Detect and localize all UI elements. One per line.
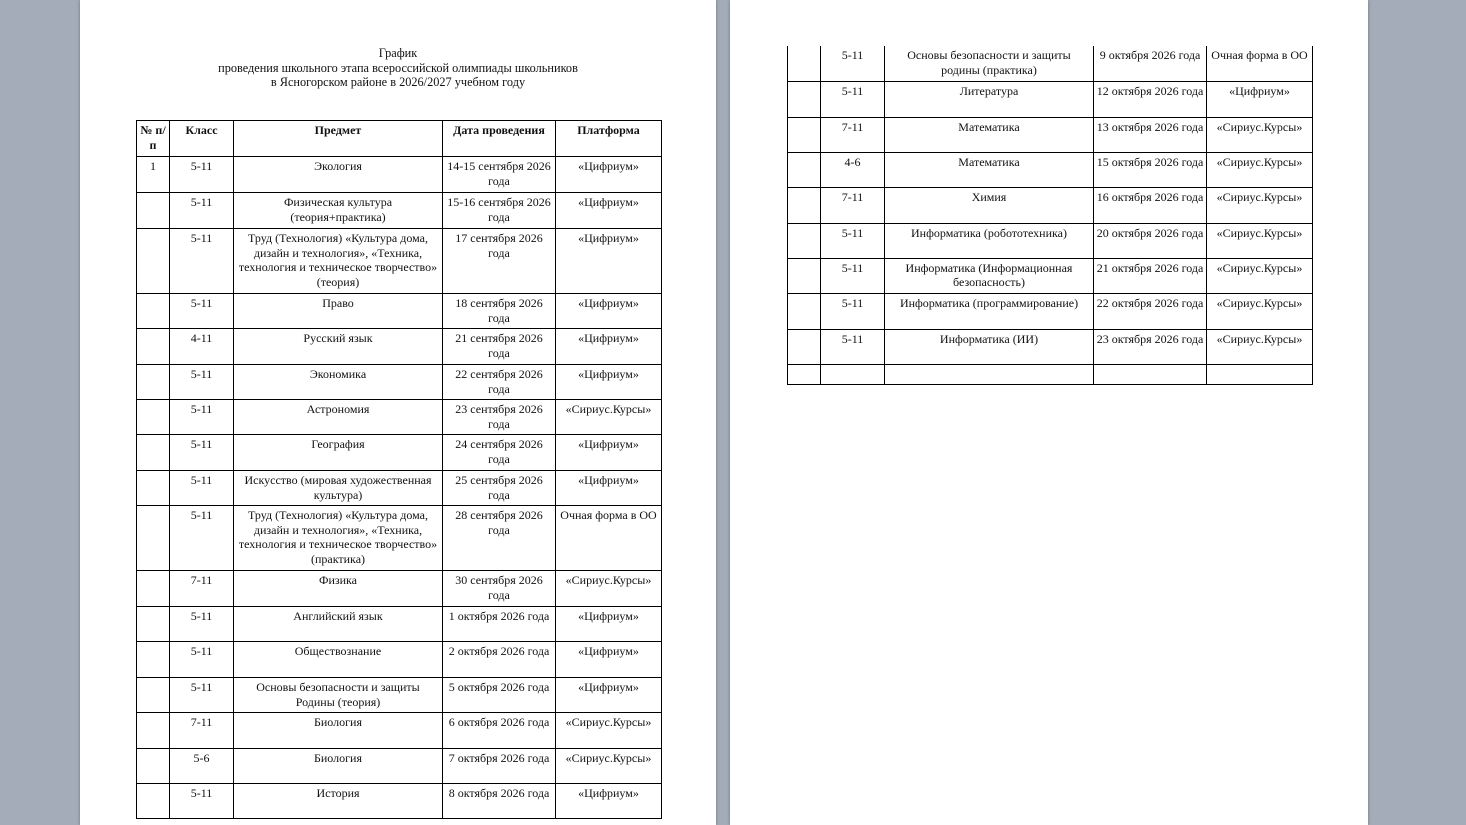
cell-date: 23 сентября 2026 года: [443, 400, 556, 435]
cell-subject: Информатика (программирование): [885, 293, 1094, 329]
table-row: [137, 642, 662, 678]
cell-number: [137, 294, 170, 329]
table-row: [137, 229, 662, 294]
cell-subject: Основы безопасности и защиты Родины (теория): [234, 678, 443, 713]
table-row: [137, 749, 662, 784]
cell-subject: Русский язык: [234, 329, 443, 365]
cell-number: [137, 749, 170, 784]
cell-subject: История: [234, 784, 443, 819]
cell-subject: Математика: [885, 152, 1094, 187]
cell-subject: Обществознание: [234, 642, 443, 678]
cell-number: [137, 193, 170, 229]
table-row: [788, 223, 1313, 258]
cell-date: 22 сентября 2026 года: [443, 365, 556, 400]
cell-date: 8 октября 2026 года: [443, 784, 556, 819]
cell-date: 16 октября 2026 года: [1094, 187, 1207, 223]
table-row: [788, 46, 1313, 81]
cell-subject: Английский язык: [234, 607, 443, 642]
cell-subject: География: [234, 435, 443, 471]
cell-platform: [1207, 364, 1313, 384]
document-page-1: [80, 0, 716, 825]
cell-class: 5-11: [170, 157, 234, 193]
schedule-table: [136, 120, 662, 819]
table-row: [137, 607, 662, 642]
header-subject: Предмет: [234, 121, 443, 157]
table-row: [137, 784, 662, 819]
cell-platform: «Сириус.Курсы»: [1207, 117, 1313, 152]
cell-subject: Искусство (мировая художественная культура): [234, 471, 443, 506]
cell-platform: «Сириус.Курсы»: [556, 400, 662, 435]
cell-date: 6 октября 2026 года: [443, 713, 556, 749]
cell-number: [788, 46, 821, 81]
cell-platform: «Сириус.Курсы»: [1207, 223, 1313, 258]
cell-platform: «Цифриум»: [556, 607, 662, 642]
cell-date: 9 октября 2026 года: [1094, 46, 1207, 81]
cell-date: 15-16 сентября 2026 года: [443, 193, 556, 229]
table-row: [788, 258, 1313, 293]
cell-number: [788, 329, 821, 364]
cell-platform: «Цифриум»: [556, 435, 662, 471]
cell-class: 5-11: [170, 471, 234, 506]
cell-platform: «Цифриум»: [1207, 81, 1313, 117]
cell-class: 7-11: [821, 187, 885, 223]
cell-class: 5-11: [170, 607, 234, 642]
cell-number: [137, 435, 170, 471]
cell-subject: Экология: [234, 157, 443, 193]
cell-number: [788, 117, 821, 152]
title-line: проведения школьного этапа всероссийской олимпиады школьников: [218, 60, 578, 75]
table-row: [788, 117, 1313, 152]
cell-platform: «Цифриум»: [556, 642, 662, 678]
cell-class: [821, 364, 885, 384]
cell-class: 5-11: [170, 400, 234, 435]
cell-platform: «Цифриум»: [556, 678, 662, 713]
cell-number: [788, 258, 821, 293]
cell-class: 5-11: [170, 229, 234, 294]
cell-class: 5-11: [821, 223, 885, 258]
header-class: Класс: [170, 121, 234, 157]
cell-platform: «Цифриум»: [556, 294, 662, 329]
cell-date: 22 октября 2026 года: [1094, 293, 1207, 329]
cell-subject: Астрономия: [234, 400, 443, 435]
cell-platform: «Цифриум»: [556, 784, 662, 819]
cell-number: [788, 364, 821, 384]
cell-class: 5-11: [170, 193, 234, 229]
cell-date: 5 октября 2026 года: [443, 678, 556, 713]
cell-class: 4-11: [170, 329, 234, 365]
cell-date: 24 сентября 2026 года: [443, 435, 556, 471]
cell-date: 1 октября 2026 года: [443, 607, 556, 642]
cell-platform: Очная форма в ОО: [556, 506, 662, 571]
cell-number: [137, 471, 170, 506]
cell-subject: Биология: [234, 749, 443, 784]
cell-platform: «Сириус.Курсы»: [1207, 187, 1313, 223]
cell-date: 23 октября 2026 года: [1094, 329, 1207, 364]
cell-platform: «Цифриум»: [556, 157, 662, 193]
table-row: [137, 329, 662, 365]
table-row: [137, 506, 662, 571]
cell-subject: Химия: [885, 187, 1094, 223]
cell-platform: «Сириус.Курсы»: [1207, 293, 1313, 329]
cell-subject: Экономика: [234, 365, 443, 400]
cell-class: 5-11: [821, 329, 885, 364]
cell-number: [137, 229, 170, 294]
title-line: График: [378, 46, 418, 60]
cell-number: [137, 506, 170, 571]
cell-number: [137, 400, 170, 435]
cell-number: 1: [137, 157, 170, 193]
table-row: [137, 435, 662, 471]
cell-number: [788, 293, 821, 329]
cell-subject: Труд (Технология) «Культура дома, дизайн и технология», «Техника, технология и техническое творчество» (практика): [234, 506, 443, 571]
cell-date: 7 октября 2026 года: [443, 749, 556, 784]
cell-date: 12 октября 2026 года: [1094, 81, 1207, 117]
cell-platform: «Сириус.Курсы»: [556, 713, 662, 749]
cell-date: 21 октября 2026 года: [1094, 258, 1207, 293]
table-row: [788, 364, 1313, 384]
cell-class: 5-11: [821, 258, 885, 293]
cell-platform: Очная форма в ОО: [1207, 46, 1313, 81]
cell-number: [788, 223, 821, 258]
cell-platform: «Сириус.Курсы»: [1207, 329, 1313, 364]
header-date: Дата проведения: [443, 121, 556, 157]
cell-date: 30 сентября 2026 года: [443, 571, 556, 607]
cell-subject: Физическая культура (теория+практика): [234, 193, 443, 229]
table-row: [788, 293, 1313, 329]
cell-date: 17 сентября 2026 года: [443, 229, 556, 294]
cell-date: [1094, 364, 1207, 384]
cell-class: 5-11: [821, 293, 885, 329]
cell-number: [137, 642, 170, 678]
header-platform: Платформа: [556, 121, 662, 157]
cell-class: 5-11: [170, 784, 234, 819]
cell-number: [137, 713, 170, 749]
cell-platform: «Сириус.Курсы»: [1207, 258, 1313, 293]
document-title: [190, 46, 606, 90]
cell-date: 20 октября 2026 года: [1094, 223, 1207, 258]
cell-date: 13 октября 2026 года: [1094, 117, 1207, 152]
cell-class: 5-11: [821, 81, 885, 117]
cell-subject: Труд (Технология) «Культура дома, дизайн и технология», «Техника, технология и техническое творчество» (теория): [234, 229, 443, 294]
cell-date: 2 октября 2026 года: [443, 642, 556, 678]
cell-subject: Биология: [234, 713, 443, 749]
cell-class: 5-6: [170, 749, 234, 784]
header-number: № п/п: [137, 121, 170, 157]
title-line: в Ясногорском районе в 2026/2027 учебном году: [270, 75, 526, 89]
table-row: [137, 678, 662, 713]
cell-number: [788, 81, 821, 117]
cell-class: 5-11: [170, 435, 234, 471]
cell-platform: «Сириус.Курсы»: [556, 571, 662, 607]
cell-subject: Литература: [885, 81, 1094, 117]
table-row: [137, 471, 662, 506]
cell-number: [137, 607, 170, 642]
cell-platform: «Цифриум»: [556, 193, 662, 229]
cell-class: 5-11: [170, 506, 234, 571]
cell-class: 7-11: [170, 713, 234, 749]
cell-class: 5-11: [821, 46, 885, 81]
table-row: [137, 571, 662, 607]
cell-subject: Математика: [885, 117, 1094, 152]
cell-subject: Информатика (Информационная безопасность): [885, 258, 1094, 293]
table-row: [137, 400, 662, 435]
cell-class: 4-6: [821, 152, 885, 187]
cell-subject: Право: [234, 294, 443, 329]
cell-date: 28 сентября 2026 года: [443, 506, 556, 571]
cell-platform: «Цифриум»: [556, 471, 662, 506]
document-page-2: [730, 0, 1368, 825]
table-row: [788, 329, 1313, 364]
cell-number: [788, 187, 821, 223]
schedule-table-continued: [787, 46, 1313, 385]
cell-date: 14-15 сентября 2026 года: [443, 157, 556, 193]
table-row: [788, 81, 1313, 117]
table-row: [137, 365, 662, 400]
cell-class: 5-11: [170, 678, 234, 713]
cell-subject: Информатика (ИИ): [885, 329, 1094, 364]
cell-date: 25 сентября 2026 года: [443, 471, 556, 506]
cell-number: [137, 365, 170, 400]
cell-date: 18 сентября 2026 года: [443, 294, 556, 329]
table-row: [137, 713, 662, 749]
cell-class: 5-11: [170, 294, 234, 329]
table-row: [137, 157, 662, 193]
table-row: [788, 187, 1313, 223]
cell-platform: «Цифриум»: [556, 329, 662, 365]
cell-class: 7-11: [821, 117, 885, 152]
cell-class: 5-11: [170, 642, 234, 678]
cell-subject: Физика: [234, 571, 443, 607]
cell-subject: Информатика (робототехника): [885, 223, 1094, 258]
cell-platform: «Сириус.Курсы»: [1207, 152, 1313, 187]
cell-platform: «Цифриум»: [556, 365, 662, 400]
cell-number: [788, 152, 821, 187]
cell-subject: Основы безопасности и защиты родины (практика): [885, 46, 1094, 81]
cell-date: 21 сентября 2026 года: [443, 329, 556, 365]
cell-number: [137, 784, 170, 819]
cell-platform: «Цифриум»: [556, 229, 662, 294]
cell-number: [137, 329, 170, 365]
cell-date: 15 октября 2026 года: [1094, 152, 1207, 187]
cell-number: [137, 678, 170, 713]
cell-platform: «Сириус.Курсы»: [556, 749, 662, 784]
table-row: [137, 193, 662, 229]
cell-class: 5-11: [170, 365, 234, 400]
table-row: [788, 152, 1313, 187]
table-row: [137, 294, 662, 329]
cell-class: 7-11: [170, 571, 234, 607]
cell-subject: [885, 364, 1094, 384]
table-header-row: [137, 121, 662, 157]
cell-number: [137, 571, 170, 607]
